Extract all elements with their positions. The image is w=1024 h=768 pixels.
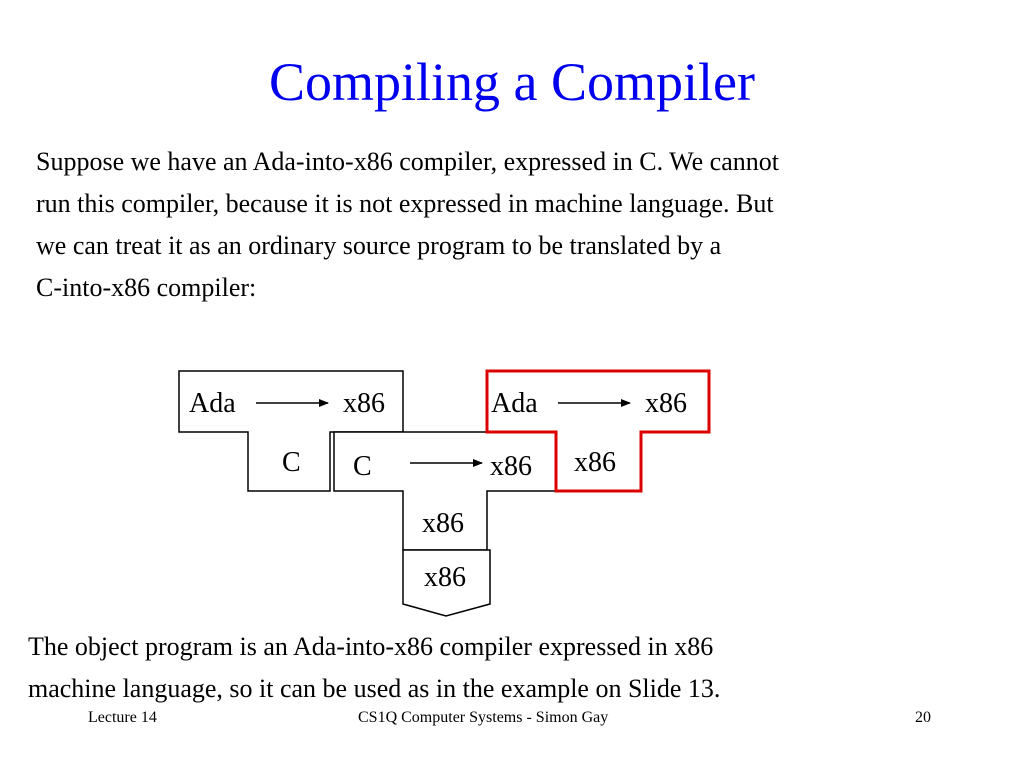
intro-line: we can treat it as an ordinary source program to be translated by a — [36, 231, 722, 260]
intro-line: C-into-x86 compiler: — [36, 273, 257, 302]
translator-from: C — [353, 451, 372, 482]
machine-label: x86 — [424, 562, 466, 593]
conclusion-line: machine language, so it can be used as in the example on Slide 13. — [28, 674, 721, 703]
source-compiler-from: Ada — [189, 388, 236, 419]
footer-lecture: Lecture 14 — [88, 709, 157, 726]
translator-language: x86 — [422, 508, 464, 539]
conclusion-paragraph — [28, 626, 1003, 710]
machine-shape — [403, 550, 490, 616]
intro-line: run this compiler, because it is not expressed in machine language. But — [36, 189, 774, 218]
intro-line: Suppose we have an Ada-into-x86 compiler, expressed in C. We cannot — [36, 147, 779, 176]
source-compiler-language: C — [282, 447, 301, 478]
object-compiler-to: x86 — [645, 388, 687, 419]
object-compiler-from: Ada — [491, 388, 538, 419]
translator-to: x86 — [490, 451, 532, 482]
source-compiler-to: x86 — [343, 388, 385, 419]
slide-title: Compiling a Compiler — [269, 52, 755, 112]
footer-slide-number: 20 — [915, 709, 931, 726]
conclusion-line: The object program is an Ada-into-x86 compiler expressed in x86 — [28, 632, 714, 661]
object-compiler-language: x86 — [574, 447, 616, 478]
footer-course: CS1Q Computer Systems - Simon Gay — [358, 709, 609, 726]
translator-t-diagram — [334, 432, 556, 550]
